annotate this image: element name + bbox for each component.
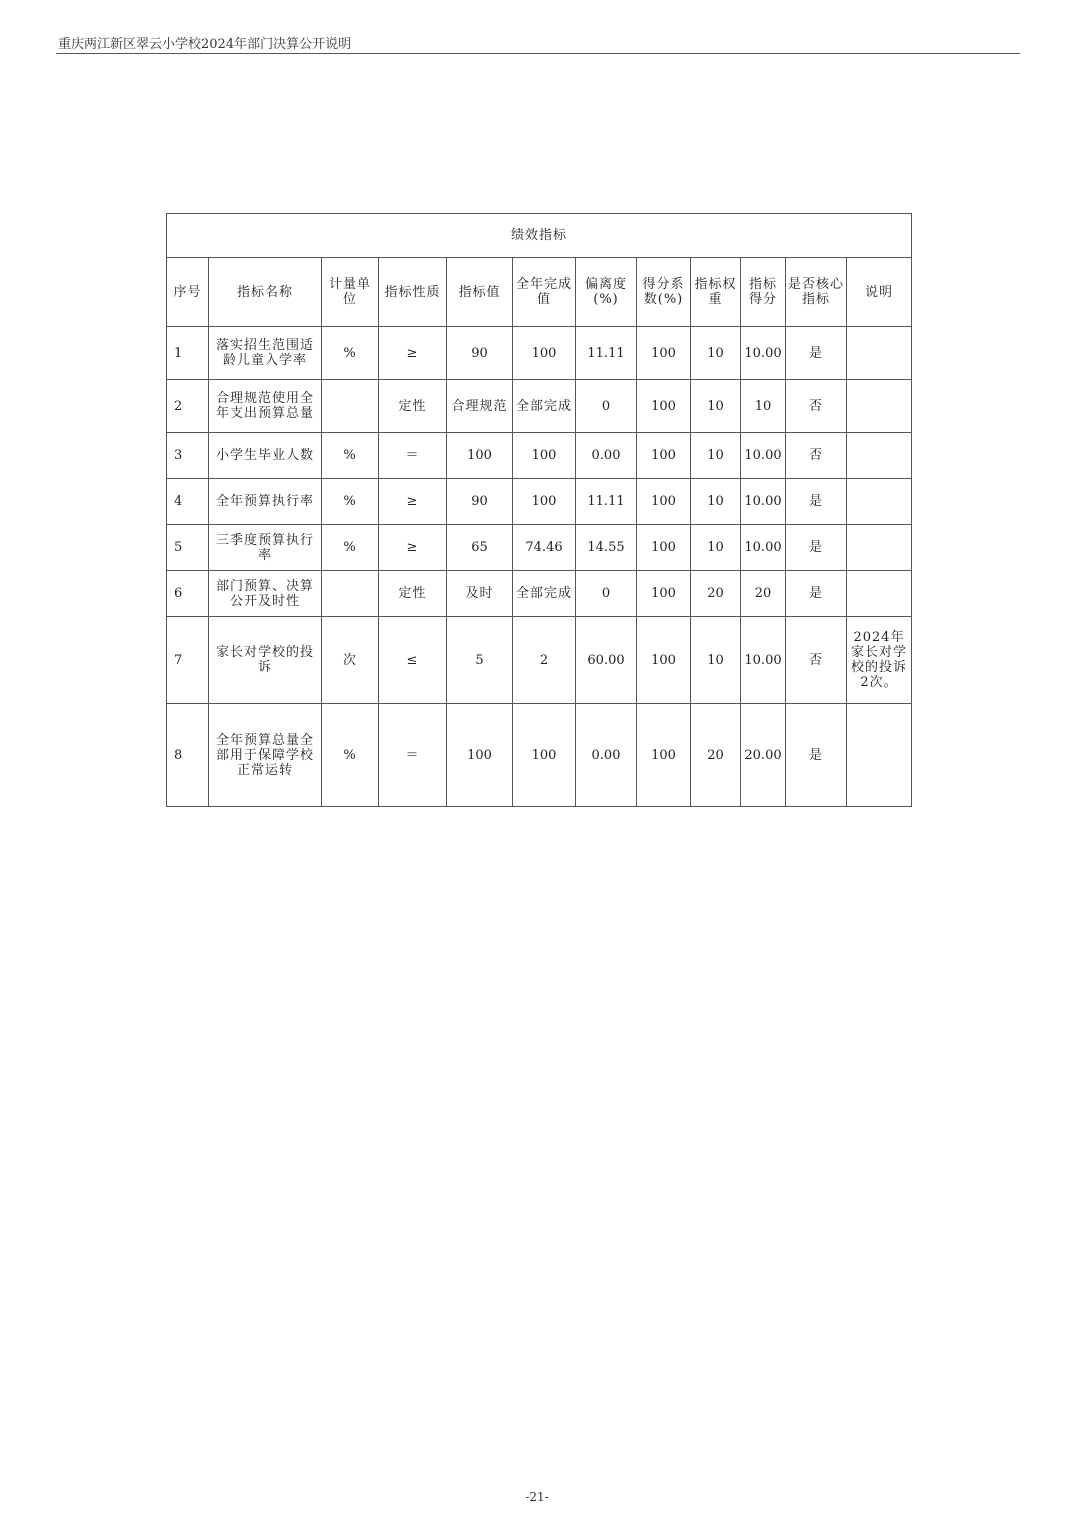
unit-cell xyxy=(322,380,379,433)
actual-value-cell: 全部完成 xyxy=(513,380,576,433)
weight-cell: 10 xyxy=(691,433,741,479)
nature-cell: ≥ xyxy=(379,479,447,525)
indicator-name-cell: 落实招生范围适龄儿童入学率 xyxy=(209,327,322,380)
indicator-name-cell: 合理规范使用全年支出预算总量 xyxy=(209,380,322,433)
unit-cell: % xyxy=(322,327,379,380)
deviation-cell: 0.00 xyxy=(576,433,637,479)
target-value-cell: 90 xyxy=(447,327,513,380)
target-value-cell: 100 xyxy=(447,704,513,807)
target-value-cell: 65 xyxy=(447,525,513,571)
nature-cell: ≥ xyxy=(379,525,447,571)
score-cell: 20 xyxy=(741,571,786,617)
core-indicator-cell: 否 xyxy=(786,380,847,433)
weight-cell: 20 xyxy=(691,704,741,807)
remark-cell xyxy=(847,433,912,479)
actual-value-cell: 全部完成 xyxy=(513,571,576,617)
remark-cell xyxy=(847,525,912,571)
nature-cell: 定性 xyxy=(379,571,447,617)
remark-cell xyxy=(847,571,912,617)
deviation-cell: 0 xyxy=(576,380,637,433)
table-row xyxy=(167,380,912,433)
page-number: -21- xyxy=(525,1490,549,1504)
core-indicator-cell: 是 xyxy=(786,479,847,525)
performance-indicator-table xyxy=(166,213,912,807)
header-cell: 指标名称 xyxy=(209,258,322,327)
header-cell: 全年完成值 xyxy=(513,258,576,327)
nature-cell: ＝ xyxy=(379,433,447,479)
header-cell: 指标性质 xyxy=(379,258,447,327)
row-seq-cell: 5 xyxy=(167,525,209,571)
header-divider xyxy=(56,53,1020,54)
unit-cell: % xyxy=(322,704,379,807)
row-seq-cell: 8 xyxy=(167,704,209,807)
row-seq-cell: 1 xyxy=(167,327,209,380)
score-cell: 10.00 xyxy=(741,617,786,704)
weight-cell: 10 xyxy=(691,479,741,525)
deviation-cell: 11.11 xyxy=(576,479,637,525)
nature-cell: ≤ xyxy=(379,617,447,704)
actual-value-cell: 74.46 xyxy=(513,525,576,571)
unit-cell: % xyxy=(322,479,379,525)
deviation-cell: 14.55 xyxy=(576,525,637,571)
indicator-name-cell: 小学生毕业人数 xyxy=(209,433,322,479)
target-value-cell: 100 xyxy=(447,433,513,479)
target-value-cell: 合理规范 xyxy=(447,380,513,433)
core-indicator-cell: 是 xyxy=(786,571,847,617)
actual-value-cell: 100 xyxy=(513,433,576,479)
weight-cell: 20 xyxy=(691,571,741,617)
header-cell: 指标得分 xyxy=(741,258,786,327)
remark-cell xyxy=(847,704,912,807)
score-coefficient-cell: 100 xyxy=(637,479,691,525)
score-cell: 10 xyxy=(741,380,786,433)
document-header-title: 重庆两江新区翠云小学校2024年部门决算公开说明 xyxy=(58,37,352,52)
actual-value-cell: 2 xyxy=(513,617,576,704)
score-coefficient-cell: 100 xyxy=(637,617,691,704)
weight-cell: 10 xyxy=(691,327,741,380)
score-cell: 10.00 xyxy=(741,433,786,479)
unit-cell: % xyxy=(322,433,379,479)
weight-cell: 10 xyxy=(691,525,741,571)
score-cell: 10.00 xyxy=(741,327,786,380)
header-cell: 得分系数(%) xyxy=(637,258,691,327)
score-coefficient-cell: 100 xyxy=(637,327,691,380)
header-cell: 序号 xyxy=(167,258,209,327)
score-coefficient-cell: 100 xyxy=(637,433,691,479)
weight-cell: 10 xyxy=(691,617,741,704)
table-row xyxy=(167,571,912,617)
deviation-cell: 11.11 xyxy=(576,327,637,380)
unit-cell: % xyxy=(322,525,379,571)
deviation-cell: 60.00 xyxy=(576,617,637,704)
header-cell: 偏离度(%) xyxy=(576,258,637,327)
header-cell: 说明 xyxy=(847,258,912,327)
row-seq-cell: 4 xyxy=(167,479,209,525)
deviation-cell: 0.00 xyxy=(576,704,637,807)
unit-cell xyxy=(322,571,379,617)
actual-value-cell: 100 xyxy=(513,479,576,525)
row-seq-cell: 3 xyxy=(167,433,209,479)
table-row xyxy=(167,479,912,525)
unit-cell: 次 xyxy=(322,617,379,704)
nature-cell: ＝ xyxy=(379,704,447,807)
header-cell: 指标权重 xyxy=(691,258,741,327)
row-seq-cell: 6 xyxy=(167,571,209,617)
score-coefficient-cell: 100 xyxy=(637,704,691,807)
score-cell: 20.00 xyxy=(741,704,786,807)
nature-cell: 定性 xyxy=(379,380,447,433)
table-row xyxy=(167,617,912,704)
table-body xyxy=(167,214,912,807)
header-cell: 指标值 xyxy=(447,258,513,327)
weight-cell: 10 xyxy=(691,380,741,433)
row-seq-cell: 2 xyxy=(167,380,209,433)
remark-cell xyxy=(847,327,912,380)
score-cell: 10.00 xyxy=(741,525,786,571)
deviation-cell: 0 xyxy=(576,571,637,617)
core-indicator-cell: 是 xyxy=(786,327,847,380)
score-coefficient-cell: 100 xyxy=(637,571,691,617)
table-caption-row xyxy=(167,214,912,258)
score-coefficient-cell: 100 xyxy=(637,525,691,571)
indicator-name-cell: 三季度预算执行率 xyxy=(209,525,322,571)
actual-value-cell: 100 xyxy=(513,327,576,380)
target-value-cell: 5 xyxy=(447,617,513,704)
core-indicator-cell: 是 xyxy=(786,525,847,571)
table-header-row xyxy=(167,258,912,327)
table-row xyxy=(167,433,912,479)
core-indicator-cell: 否 xyxy=(786,433,847,479)
target-value-cell: 及时 xyxy=(447,571,513,617)
table-row xyxy=(167,327,912,380)
header-cell: 计量单位 xyxy=(322,258,379,327)
target-value-cell: 90 xyxy=(447,479,513,525)
indicator-name-cell: 全年预算执行率 xyxy=(209,479,322,525)
header-cell: 是否核心指标 xyxy=(786,258,847,327)
nature-cell: ≥ xyxy=(379,327,447,380)
table-row xyxy=(167,704,912,807)
remark-cell xyxy=(847,479,912,525)
indicator-name-cell: 家长对学校的投诉 xyxy=(209,617,322,704)
core-indicator-cell: 否 xyxy=(786,617,847,704)
indicator-name-cell: 部门预算、决算公开及时性 xyxy=(209,571,322,617)
table-caption: 绩效指标 xyxy=(167,214,912,258)
row-seq-cell: 7 xyxy=(167,617,209,704)
score-coefficient-cell: 100 xyxy=(637,380,691,433)
remark-cell xyxy=(847,380,912,433)
score-cell: 10.00 xyxy=(741,479,786,525)
core-indicator-cell: 是 xyxy=(786,704,847,807)
remark-cell: 2024年家长对学校的投诉2次。 xyxy=(847,617,912,704)
indicator-name-cell: 全年预算总量全部用于保障学校正常运转 xyxy=(209,704,322,807)
table-row xyxy=(167,525,912,571)
actual-value-cell: 100 xyxy=(513,704,576,807)
